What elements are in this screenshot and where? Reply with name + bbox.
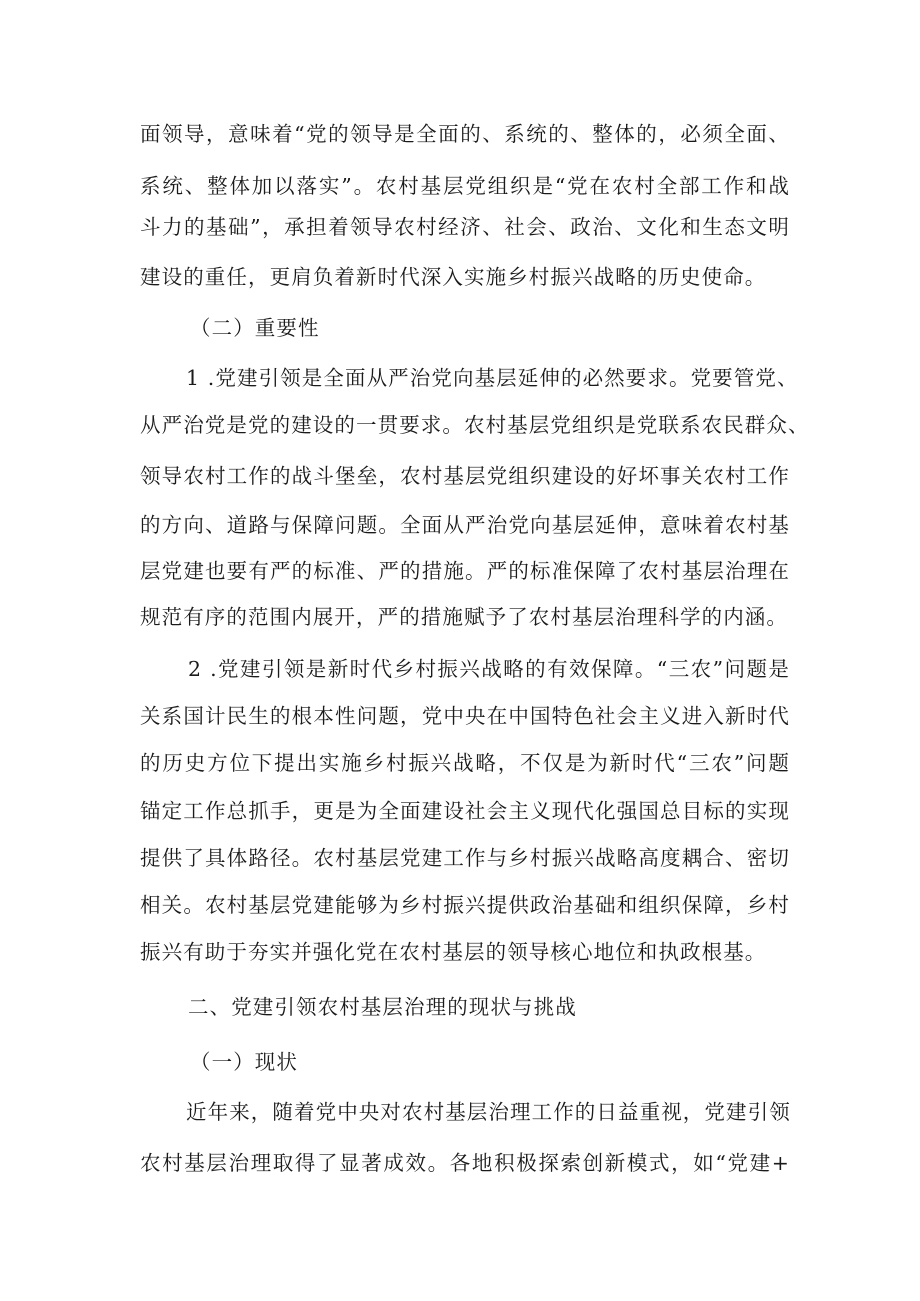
paragraph-line: 层党建也要有严的标准、严的措施。严的标准保障了农村基层治理在 xyxy=(140,559,790,583)
section-subheading: （二）重要性 xyxy=(190,316,320,340)
section-subheading: （一）现状 xyxy=(190,1050,298,1074)
paragraph-line: 相关。农村基层党建能够为乡村振兴提供政治基础和组织保障，乡村 xyxy=(140,893,790,917)
paragraph-line: 的方向、道路与保障问题。全面从严治党向基层延伸，意味着农村基 xyxy=(140,513,790,537)
paragraph-line: 近年来，随着党中央对农村基层治理工作的日益重视，党建引领 xyxy=(186,1100,791,1124)
paragraph-line: 的历史方位下提出实施乡村振兴战略，不仅是为新时代“三农”问题 xyxy=(140,751,790,775)
paragraph-line: 关系国计民生的根本性问题，党中央在中国特色社会主义进入新时代 xyxy=(140,704,790,728)
paragraph-line: 领导农村工作的战斗堡垒，农村基层党组织建设的好坏事关农村工作 xyxy=(140,464,790,488)
paragraph-line: 锚定工作总抓手，更是为全面建设社会主义现代化强国总目标的实现 xyxy=(140,799,790,823)
paragraph-line: 1 .党建引领是全面从严治党向基层延伸的必然要求。党要管党、 xyxy=(186,366,799,390)
section-heading: 二、党建引领农村基层治理的现状与挑战 xyxy=(188,995,577,1019)
paragraph-line: 规范有序的范围内展开，严的措施赋予了农村基层治理科学的内涵。 xyxy=(140,605,788,629)
paragraph-line: 建设的重任，更肩负着新时代深入实施乡村振兴战略的历史使命。 xyxy=(140,265,767,289)
paragraph-line: 斗力的基础”，承担着领导农村经济、社会、政治、文化和生态文明 xyxy=(140,215,790,239)
paragraph-line: 面领导，意味着“党的领导是全面的、系统的、整体的，必须全面、 xyxy=(140,122,790,146)
paragraph-line: 振兴有助于夯实并强化党在农村基层的领导核心地位和执政根基。 xyxy=(140,940,767,964)
paragraph-line: 2 .党建引领是新时代乡村振兴战略的有效保障。“三农”问题是 xyxy=(188,657,790,681)
paragraph-line: 提供了具体路径。农村基层党建工作与乡村振兴战略高度耦合、密切 xyxy=(140,846,790,870)
paragraph-line: 系统、整体加以落实”。农村基层党组织是“党在农村全部工作和战 xyxy=(140,174,790,198)
paragraph-line: 农村基层治理取得了显著成效。各地积极探索创新模式，如“党建+ xyxy=(140,1151,790,1175)
paragraph-line: 从严治党是党的建设的一贯要求。农村基层党组织是党联系农民群众、 xyxy=(140,413,810,437)
